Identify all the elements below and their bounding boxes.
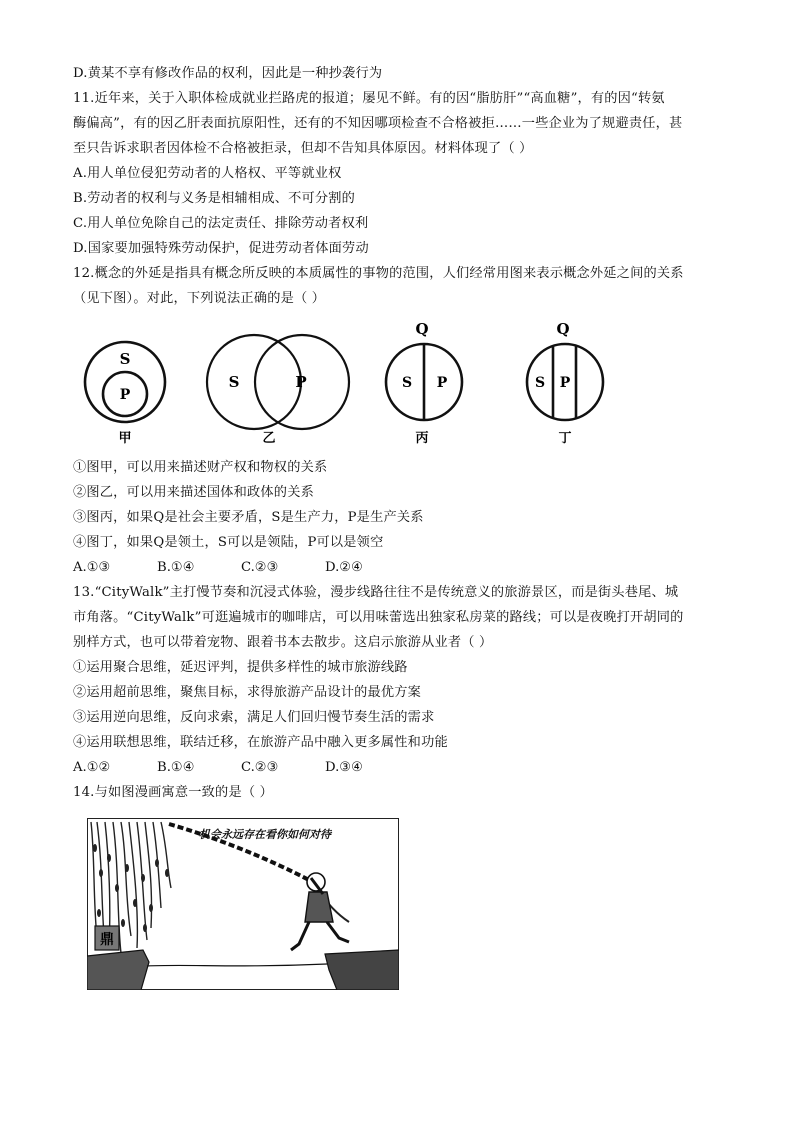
q11-option-b: B.劳动者的权利与义务是相辅相成、不可分割的 [73, 191, 356, 206]
q13-option-b: B.①④ [157, 760, 195, 775]
diagram-bing [386, 320, 462, 446]
jia-caption: 甲 [118, 431, 132, 446]
diagram-yi [207, 335, 349, 446]
q12-option-b: B.①④ [157, 560, 195, 575]
diagram-jia [85, 342, 165, 446]
q12-option-d: D.②④ [325, 560, 363, 575]
jia-outer-label: S [119, 350, 131, 368]
ding-top-label: Q [556, 320, 570, 338]
q13-option-a: A.①② [73, 760, 111, 775]
diagram-ding [527, 320, 603, 446]
bing-top-label: Q [415, 320, 429, 338]
bing-left-label: S [401, 375, 413, 391]
q11-option-d: D.国家要加强特殊劳动保护，促进劳动者体面劳动 [73, 241, 369, 256]
ding-caption: 丁 [558, 431, 572, 446]
q11-option-a: A.用人单位侵犯劳动者的人格权、平等就业权 [73, 166, 342, 181]
yi-caption: 乙 [262, 431, 276, 446]
q12-statement-3: ③图丙，如果Q是社会主要矛盾，S是生产力，P是生产关系 [73, 510, 424, 525]
left-cliff [87, 950, 149, 990]
q12-option-a: A.①③ [73, 560, 111, 575]
q12-option-c: C.②③ [241, 560, 279, 575]
q11-stem-line1: 11.近年来，关于入职体检成就业拦路虎的报道；屡见不鲜。有的因“脂肪肝”“高血糖”，有的因“转氨 [73, 91, 665, 106]
concept-extension-diagrams [73, 318, 633, 448]
ding-right-label: P [559, 375, 571, 391]
q10-option-d: D.黄某不享有修改作品的权利，因此是一种抄袭行为 [73, 66, 383, 81]
q11-stem-line3: 至只告诉求职者因体检不合格被拒录，但却不告知具体原因。材料体现了（ ） [73, 141, 533, 156]
q12-options [73, 558, 363, 578]
jia-inner-label: P [119, 387, 131, 403]
q11-stem-line2: 酶偏高”，有的因乙肝表面抗原阳性，还有的不知因哪项检查不合格被拒……一些企业为了规避责任，甚 [73, 116, 683, 131]
sign-text: 鼎 [100, 932, 114, 948]
q13-stem-line2: 市角落。“CityWalk”可逛遍城市的咖啡店，可以用味蕾选出独家私房菜的路线；可以是夜晚打开胡同的 [73, 610, 684, 625]
yi-right-label: P [295, 373, 307, 391]
q12-statement-2: ②图乙，可以用来描述国体和政体的关系 [73, 485, 314, 500]
bing-right-label: P [436, 375, 448, 391]
right-cliff [325, 950, 399, 990]
opportunity-cartoon [87, 818, 399, 990]
q13-option-c: C.②③ [241, 760, 279, 775]
bing-caption: 丙 [415, 431, 429, 446]
q13-statement-1: ①运用聚合思维，延迟评判，提供多样性的城市旅游线路 [73, 660, 408, 675]
q13-statement-3: ③运用逆向思维，反向求索，满足人们回归慢节奏生活的需求 [73, 710, 435, 725]
ding-left-label: S [534, 375, 546, 391]
q13-stem-line3: 别样方式，也可以带着宠物、跟着书本去散步。这启示旅游从业者（ ） [73, 635, 493, 650]
q12-statement-4: ④图丁，如果Q是领土，S可以是领陆，P可以是领空 [73, 535, 384, 550]
q14-stem: 14.与如图漫画寓意一致的是（ ） [73, 785, 274, 800]
q11-option-c: C.用人单位免除自己的法定责任、排除劳动者权利 [73, 216, 369, 231]
q13-options [73, 758, 363, 778]
q13-statement-2: ②运用超前思维，聚焦目标，求得旅游产品设计的最优方案 [73, 685, 422, 700]
q13-option-d: D.③④ [325, 760, 363, 775]
cartoon-caption: 机会永远存在看你如何对待 [199, 828, 331, 841]
q12-stem-line1: 12.概念的外延是指具有概念所反映的本质属性的事物的范围，人们经常用图来表示概念外延之间的关系 [73, 266, 684, 281]
yi-left-label: S [228, 373, 240, 391]
q12-statement-1: ①图甲，可以用来描述财产权和物权的关系 [73, 460, 328, 475]
q12-stem-line2: （见下图）。对此，下列说法正确的是（ ） [73, 291, 326, 306]
q13-statement-4: ④运用联想思维，联结迁移，在旅游产品中融入更多属性和功能 [73, 735, 448, 750]
q13-stem-line1: 13.“CityWalk”主打慢节奏和沉浸式体验，漫步线路往往不是传统意义的旅游景区，而是街头巷尾、城 [73, 585, 679, 600]
